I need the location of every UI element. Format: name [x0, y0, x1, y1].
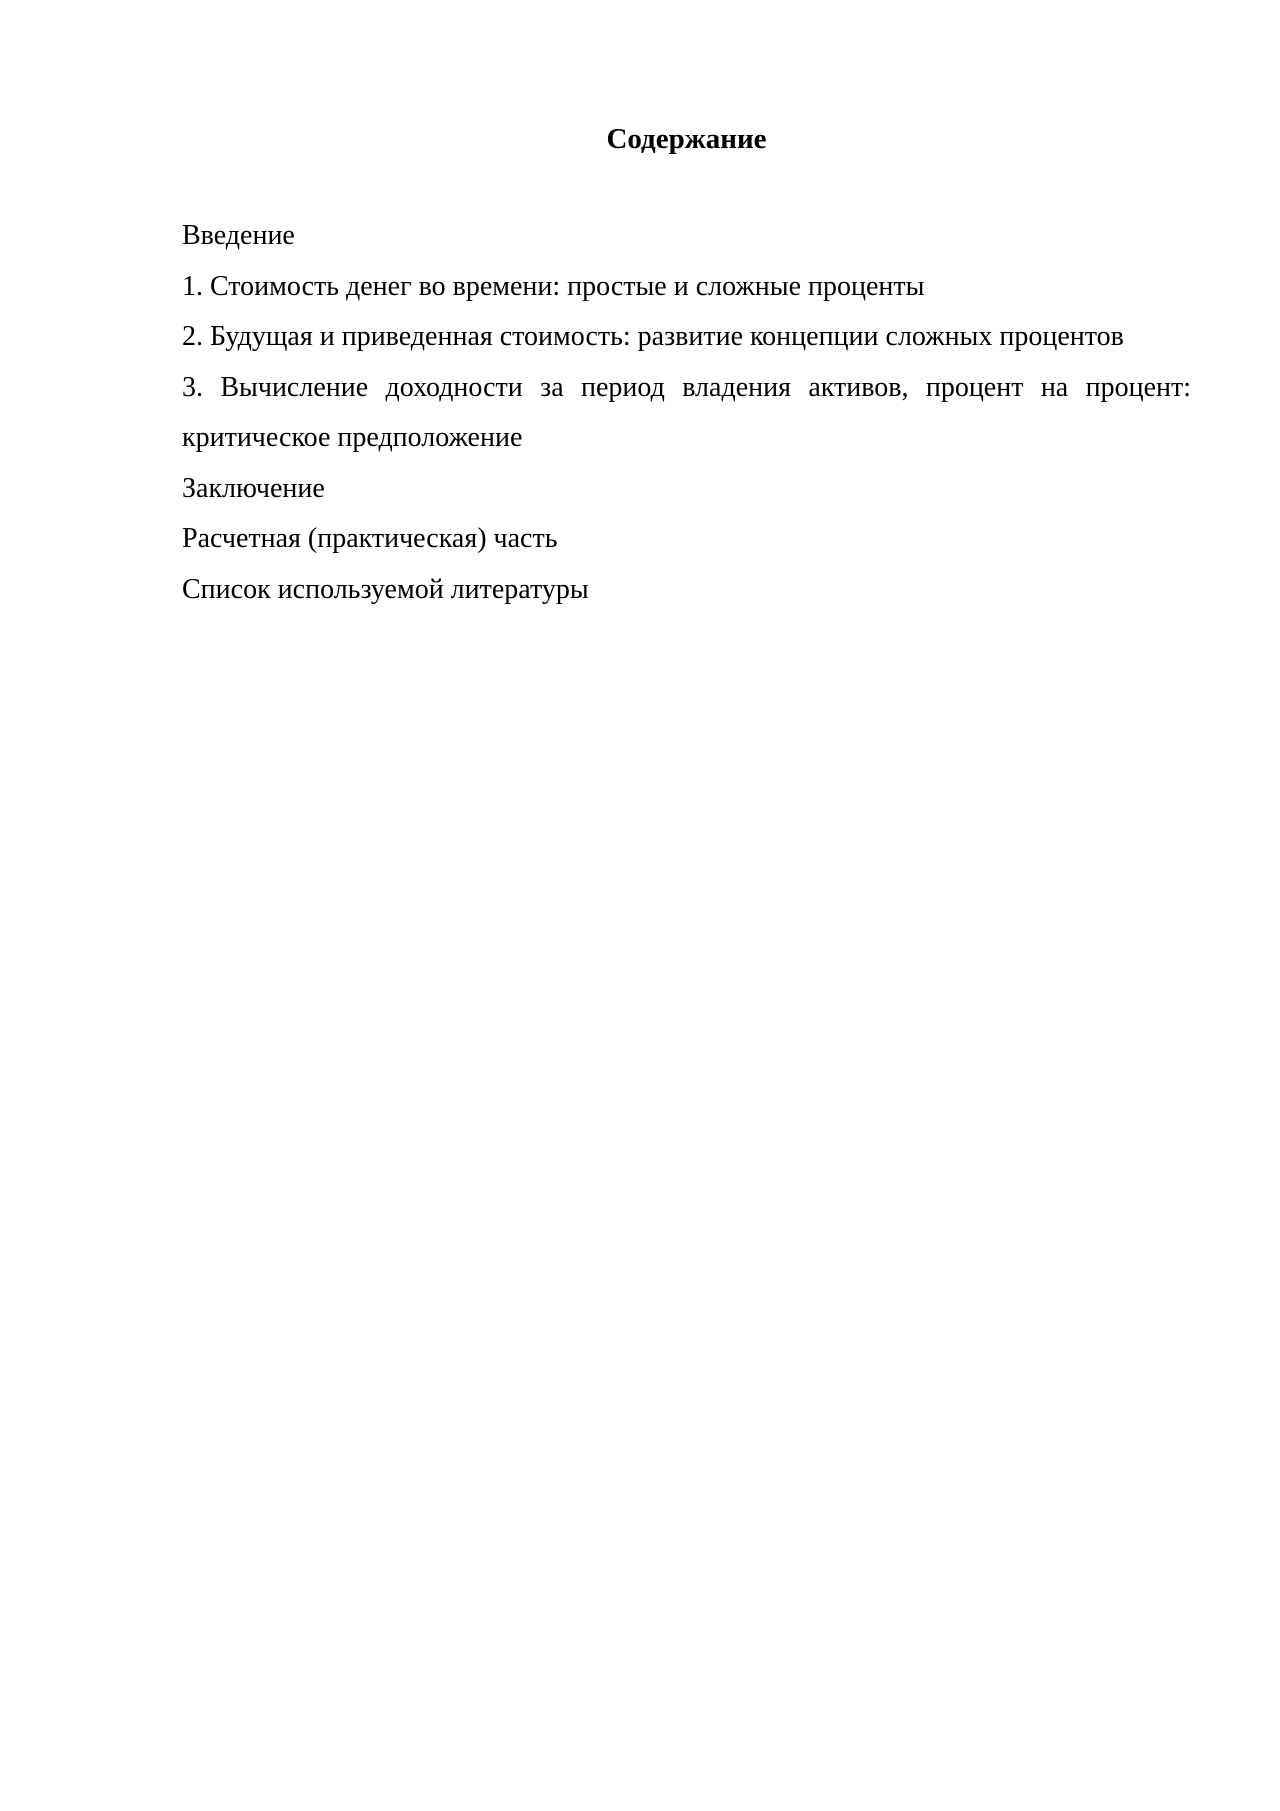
- toc-item-conclusion: Заключение: [182, 472, 325, 504]
- table-of-contents: [182, 211, 1191, 615]
- toc-item-references: Список используемой литературы: [182, 573, 589, 605]
- toc-item-chapter-1: 1. Стоимость денег во времени: простые и сложные проценты: [182, 270, 925, 302]
- toc-item-chapter-3: 3. Вычисление доходности за период владения активов, процент на процент: критическое предположение: [182, 371, 1191, 453]
- toc-item-introduction: Введение: [182, 220, 295, 251]
- toc-item-practical-part: Расчетная (практическая) часть: [182, 523, 558, 554]
- toc-item-chapter-2: 2. Будущая и приведенная стоимость: развитие концепции сложных процентов: [182, 321, 1124, 352]
- page-title: Содержание: [606, 123, 767, 155]
